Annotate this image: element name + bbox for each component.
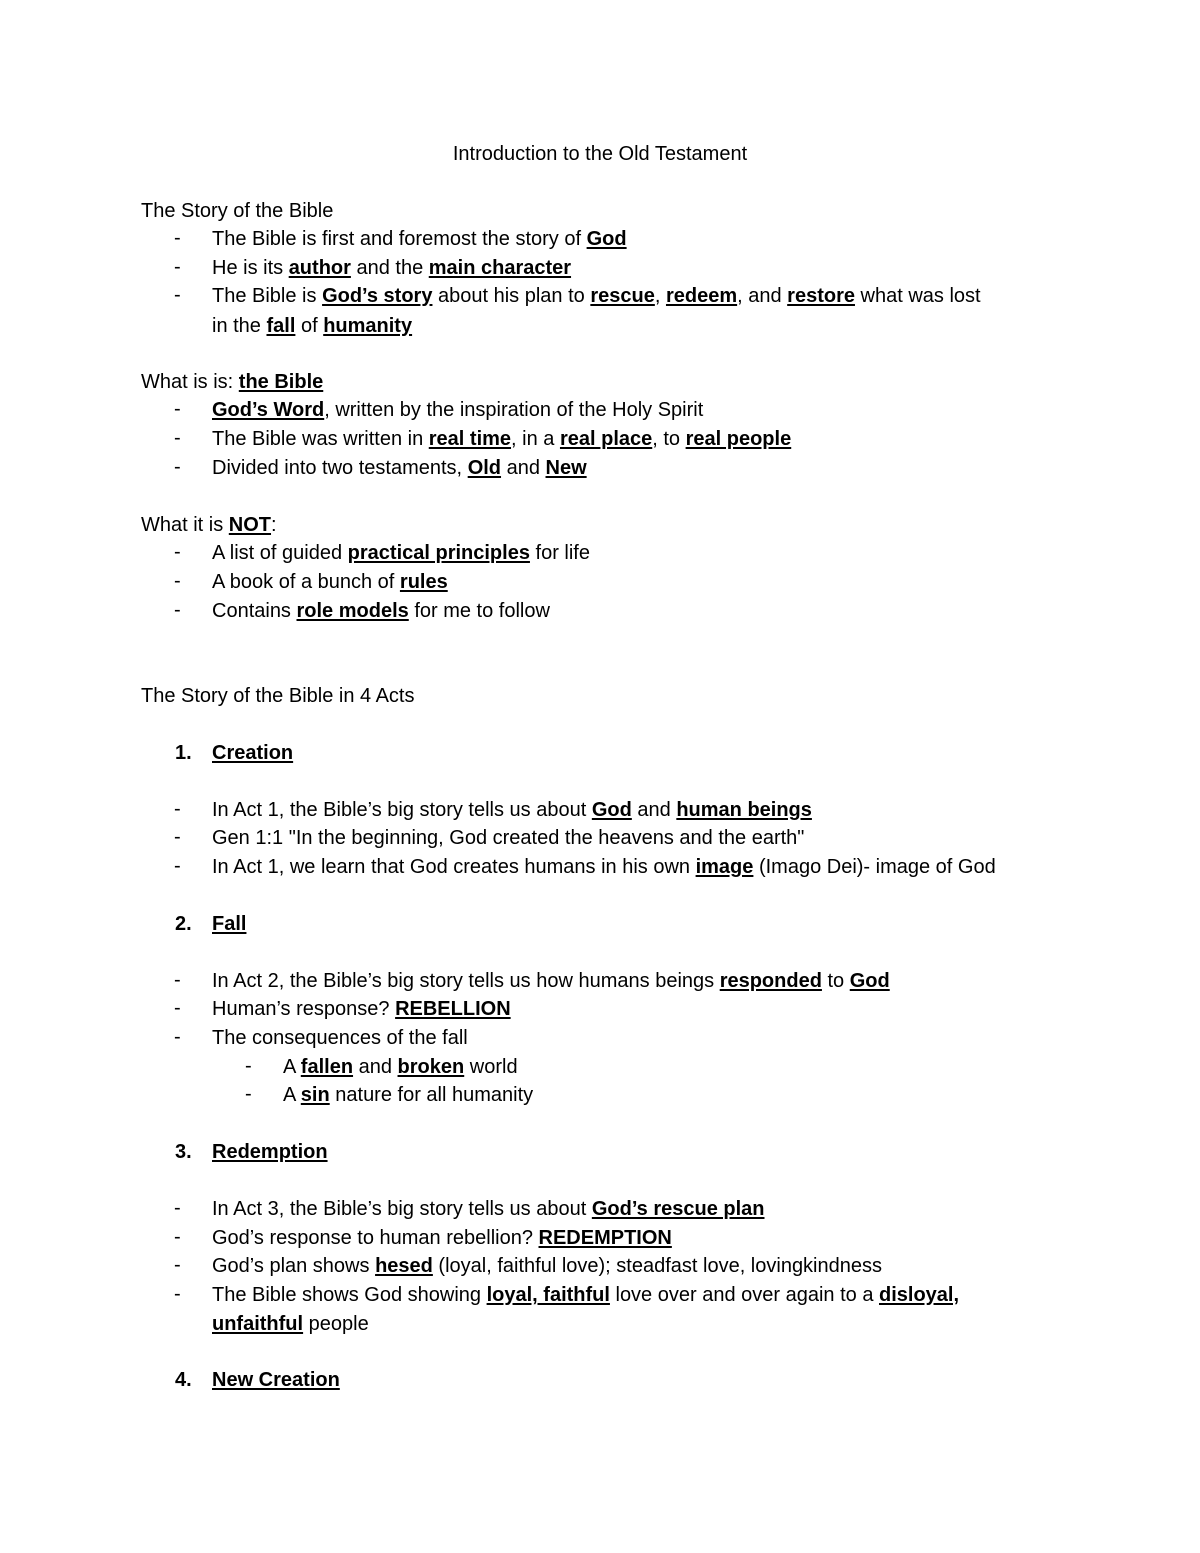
sub-list-item: A fallen and broken world: [283, 1056, 518, 1078]
bullet-dash: -: [174, 1026, 181, 1048]
list-item: He is its author and the main character: [212, 257, 572, 279]
bullet-dash: -: [174, 256, 181, 278]
list-item: A list of guided practical principles for life: [212, 542, 590, 564]
bullet-dash: -: [174, 599, 181, 621]
act-heading-redemption: Redemption: [212, 1141, 328, 1163]
list-item: In Act 2, the Bible’s big story tells us how humans beings responded to God: [212, 970, 890, 992]
list-item: In Act 1, we learn that God creates humans in his own image (Imago Dei)- image of God: [212, 856, 996, 878]
bullet-dash: -: [174, 997, 181, 1019]
act-number: 1.: [175, 742, 192, 764]
list-item: The Bible was written in real time, in a real place, to real people: [212, 428, 792, 450]
list-item: Divided into two testaments, Old and New: [212, 457, 587, 479]
section-heading-story: The Story of the Bible: [141, 200, 334, 222]
list-item: God’s response to human rebellion? REDEMPTION: [212, 1227, 672, 1249]
bullet-dash: -: [174, 1254, 181, 1276]
bullet-dash: -: [174, 855, 181, 877]
act-number: 2.: [175, 913, 192, 935]
bullet-dash: -: [174, 541, 181, 563]
bullet-dash: -: [174, 1197, 181, 1219]
bullet-dash: -: [174, 456, 181, 478]
list-item-continuation: unfaithful people: [212, 1313, 369, 1335]
act-heading-fall: Fall: [212, 913, 247, 935]
document-title: Introduction to the Old Testament: [452, 143, 748, 165]
act-number: 3.: [175, 1141, 192, 1163]
list-item-continuation: in the fall of humanity: [212, 315, 413, 337]
act-heading-creation: Creation: [212, 742, 294, 764]
act-heading-new-creation: New Creation: [212, 1369, 340, 1391]
section-heading-acts: The Story of the Bible in 4 Acts: [141, 685, 415, 707]
list-item: God’s plan shows hesed (loyal, faithful love); steadfast love, lovingkindness: [212, 1255, 882, 1277]
bullet-dash: -: [174, 1283, 181, 1305]
list-item: In Act 3, the Bible’s big story tells us about God’s rescue plan: [212, 1198, 765, 1220]
section-heading-what-is: What is is: the Bible: [141, 371, 324, 393]
bullet-dash: -: [174, 798, 181, 820]
bullet-dash: -: [245, 1083, 252, 1105]
list-item: Gen 1:1 "In the beginning, God created the heavens and the earth": [212, 827, 805, 849]
bullet-dash: -: [174, 1226, 181, 1248]
list-item: A book of a bunch of rules: [212, 571, 448, 593]
bullet-dash: -: [174, 427, 181, 449]
bullet-dash: -: [174, 826, 181, 848]
bullet-dash: -: [174, 570, 181, 592]
section-heading-what-not: What it is NOT:: [141, 514, 277, 536]
bullet-dash: -: [174, 398, 181, 420]
list-item: God’s Word, written by the inspiration of the Holy Spirit: [212, 399, 704, 421]
list-item: The Bible shows God showing loyal, faithful love over and over again to a disloyal,: [212, 1284, 960, 1306]
bullet-dash: -: [174, 284, 181, 306]
sub-list-item: A sin nature for all humanity: [283, 1084, 534, 1106]
list-item: The Bible is God’s story about his plan to rescue, redeem, and restore what was lost: [212, 285, 981, 307]
list-item: Contains role models for me to follow: [212, 600, 550, 622]
act-number: 4.: [175, 1369, 192, 1391]
list-item: The Bible is first and foremost the story of God: [212, 228, 627, 250]
bullet-dash: -: [174, 227, 181, 249]
list-item: The consequences of the fall: [212, 1027, 468, 1049]
list-item: In Act 1, the Bible’s big story tells us about God and human beings: [212, 799, 812, 821]
bullet-dash: -: [245, 1055, 252, 1077]
bullet-dash: -: [174, 969, 181, 991]
list-item: Human’s response? REBELLION: [212, 998, 511, 1020]
